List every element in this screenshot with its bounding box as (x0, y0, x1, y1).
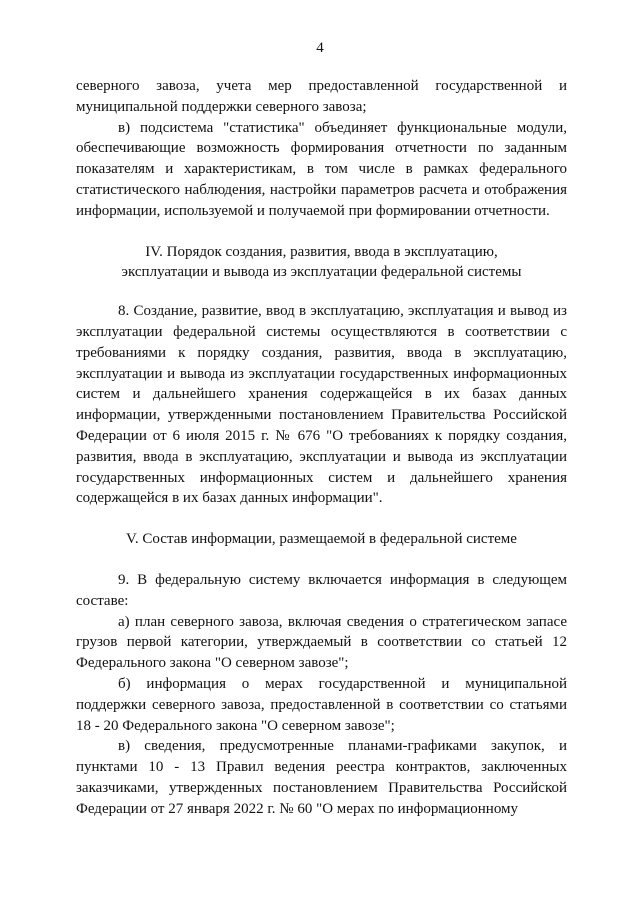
section-heading-iv (76, 242, 567, 284)
paragraph-9: 9. В федеральную систему включается информация в следующем составе: (76, 571, 567, 609)
document-body (76, 76, 567, 820)
list-item-v: в) сведения, предусмотренные планами-графиками закупок, и пунктами 10 - 13 Правил ведения реестра контрактов, заключенных заказчиками, утвержденных постановлением Правительства Российской Федерации от 27 января 2022 г. № 60 "О мерах по информационному (76, 738, 567, 817)
paragraph-8: 8. Создание, развитие, ввод в эксплуатацию, эксплуатация и вывод из эксплуатации федеральной системы осуществляются в соответствии с требованиями к порядку создания, развития, ввода в эксплуатацию, эксплуатации и вывода из эксплуатации государственных информационных систем и дальнейшего хранения содержащейся в их базах данных информации, утвержденными постановлением Правительства Российской Федерации от 6 июля 2015 г. № 676 "О требованиях к порядку создания, развития, ввода в эксплуатацию, эксплуатации и вывода из эксплуатации государственных информационных систем и дальнейшего хранения содержащейся в их базах данных информации". (76, 303, 567, 507)
section-heading-iv-line1: IV. Порядок создания, развития, ввода в эксплуатацию, (145, 243, 498, 260)
section-heading-v: V. Состав информации, размещаемой в федеральной системе (126, 531, 517, 548)
list-item-a: а) план северного завоза, включая сведения о стратегическом запасе грузов первой категории, утверждаемый в соответствии со статьей 12 Федерального закона "О северном завозе"; (76, 613, 567, 672)
section-heading-iv-line2: эксплуатации и вывода из эксплуатации федеральной системы (121, 264, 522, 281)
page-number: 4 (316, 40, 324, 56)
paragraph-continuation: северного завоза, учета мер предоставленной государственной и муниципальной поддержки северного завоза; (76, 78, 567, 115)
paragraph-statistics-subsystem: в) подсистема "статистика" объединяет функциональные модули, обеспечивающие возможность формирования отчетности по заданным показателям и характеристикам, в том числе в рамках федерального статистического наблюдения, настройки параметров расчета и отображения информации, используемой и получаемой при формировании отчетности. (76, 119, 567, 219)
list-item-b: б) информация о мерах государственной и муниципальной поддержки северного завоза, предоставленной в соответствии со статьями 18 - 20 Федерального закона "О северном завозе"; (76, 675, 567, 734)
